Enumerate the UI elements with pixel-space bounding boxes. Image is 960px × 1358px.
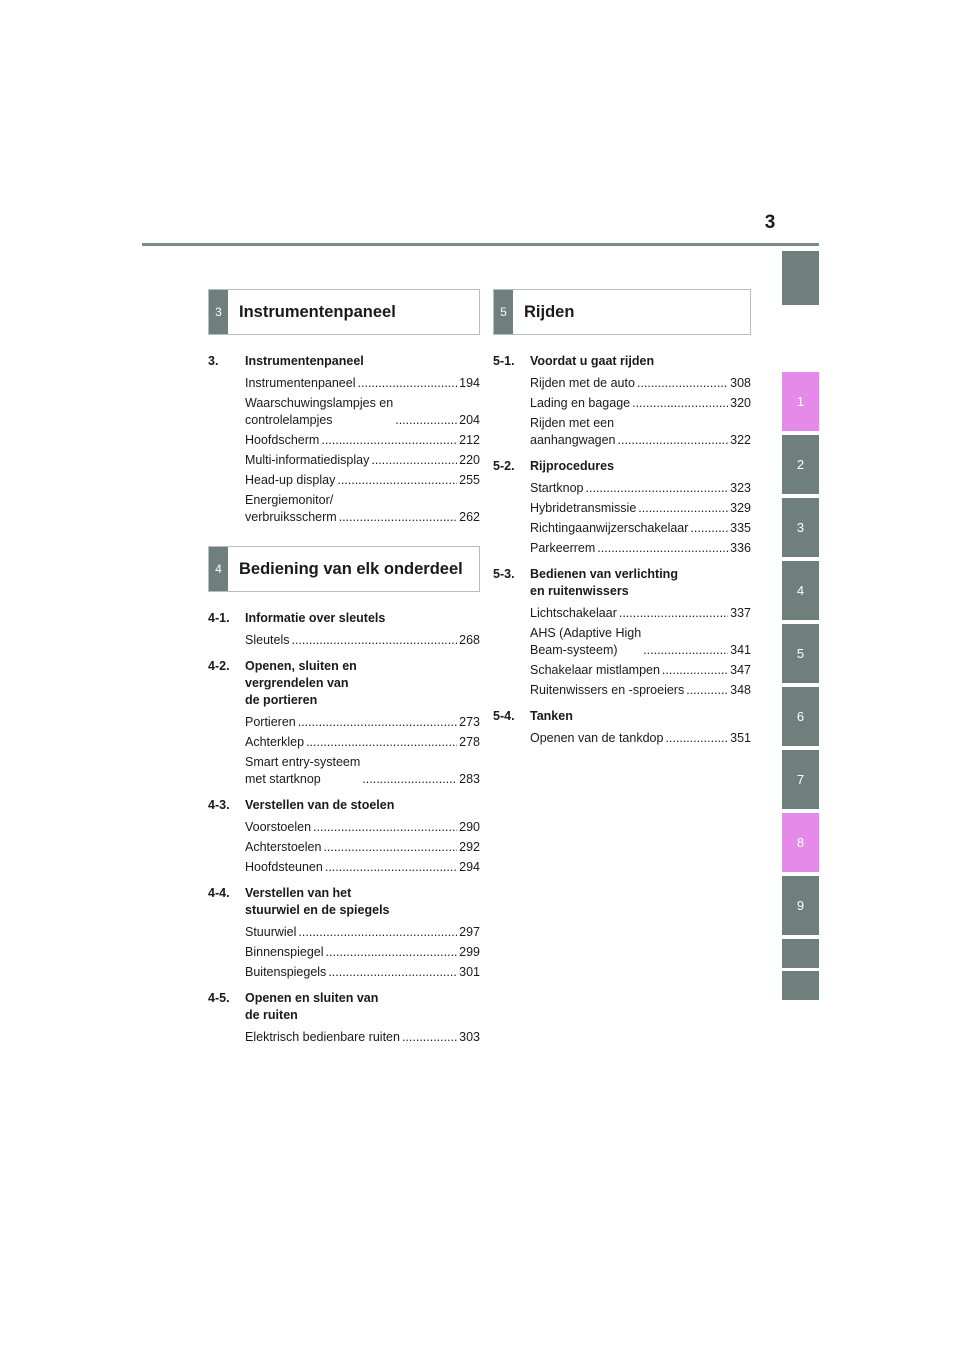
toc-leader-dots [597,540,728,557]
toc-leader-dots [362,771,457,788]
toc-entry-page: 320 [730,396,751,410]
toc-entry-page: 303 [459,1030,480,1044]
toc-leader-dots [643,642,728,659]
toc-entry-page: 335 [730,521,751,535]
left-column [208,289,480,1055]
section-number: 3 [209,290,228,334]
toc-group-number: 4-4. [208,886,230,900]
toc-entry-text: Openen van de tankdop [530,731,664,745]
toc-group-number: 3. [208,354,219,368]
toc-group-text: Verstellen van het stuurwiel en de spiegels [245,886,390,917]
toc-entry-page: 273 [459,715,480,729]
toc-leader-dots [326,944,458,961]
toc-entry-page: 329 [730,501,751,515]
toc-entry-text: Head-up display [245,473,336,487]
toc-entry[interactable] [208,944,480,961]
toc-entry-text: Sleutels [245,633,290,647]
toc-group-title[interactable] [208,797,480,814]
toc-entry[interactable] [493,375,751,392]
toc-group-text: Voordat u gaat rijden [530,354,655,368]
section-header-3 [208,289,480,335]
toc-group [493,708,751,747]
toc-entry-page: 308 [730,376,751,390]
toc-leader-dots [586,480,729,497]
toc-group-number: 4-2. [208,659,230,673]
toc-entry-page: 278 [459,735,480,749]
toc-entry-text: Startknop [530,481,584,495]
toc-entry-page: 262 [459,510,480,524]
toc-leader-dots [665,730,728,747]
toc-entry-text: Elektrisch bedienbare ruiten [245,1030,400,1044]
toc-entry-page: 268 [459,633,480,647]
toc-entry-page: 297 [459,925,480,939]
section-title: Bediening van elk onderdeel [239,559,463,578]
toc-entry[interactable] [208,964,480,981]
toc-entry[interactable] [493,415,751,449]
toc-entry-text: Voorstoelen [245,820,312,834]
toc-entry[interactable] [208,452,480,469]
section-header-4 [208,546,480,592]
toc-entry[interactable] [208,472,480,489]
toc-entry[interactable] [208,859,480,876]
toc-entry-page: 351 [730,731,751,745]
toc-group [208,353,480,526]
toc-entry[interactable] [208,375,480,392]
toc-entry-text: Hybridetransmissie [530,501,637,515]
toc-entry[interactable] [208,632,480,649]
toc-entry[interactable] [208,754,480,788]
toc-entry[interactable] [208,924,480,941]
toc-leader-dots [371,452,457,469]
toc-entry-text: Rijden met de auto [530,376,635,390]
toc-entry-page: 301 [459,965,480,979]
toc-leader-dots [618,432,729,449]
toc-group [493,566,751,699]
chapter-tab-blank-10[interactable] [782,939,819,968]
toc-entry[interactable] [208,714,480,731]
toc-entry-page: 348 [730,683,751,697]
toc-entry[interactable] [208,734,480,751]
toc-group-title[interactable] [493,566,751,600]
toc-entry-page: 323 [730,481,751,495]
toc-entry[interactable] [208,395,480,429]
toc-leader-dots [686,682,728,699]
chapter-tab-4[interactable]: 4 [782,561,819,620]
toc-leader-dots [632,395,728,412]
toc-leader-dots [619,605,728,622]
toc-entry-page: 322 [730,433,751,447]
toc-entry-text: Richtingaanwijzerschakelaar [530,521,689,535]
toc-entry-page: 341 [730,643,751,657]
chapter-tab-6[interactable]: 6 [782,687,819,746]
toc-entry-text: Stuurwiel [245,925,297,939]
toc-group [493,353,751,449]
toc-entry[interactable] [208,839,480,856]
toc-entry-text: AHS (Adaptive High Beam-systeem) [530,626,642,657]
toc-group [208,885,480,981]
toc-group [208,990,480,1046]
toc-entry[interactable] [493,605,751,622]
toc-group-text: Rijprocedures [530,459,615,473]
toc-entry-text: Hoofdsteunen [245,860,323,874]
toc-entry-page: 255 [459,473,480,487]
toc-section-3 [208,353,480,535]
toc-leader-dots [638,500,728,517]
toc-leader-dots [321,432,457,449]
header-rule [142,243,819,246]
section-title: Instrumentenpaneel [239,302,396,321]
toc-group [208,658,480,788]
toc-entry-page: 347 [730,663,751,677]
toc-entry-page: 283 [459,772,480,786]
section-number: 4 [209,547,228,591]
chapter-tab-7[interactable]: 7 [782,750,819,809]
toc-leader-dots [328,964,457,981]
toc-group-number: 4-3. [208,798,230,812]
toc-entry-page: 204 [459,413,480,427]
chapter-tab-2[interactable]: 2 [782,435,819,494]
toc-section-5 [493,353,751,756]
toc-entry-text: Buitenspiegels [245,965,327,979]
toc-entry-text: Waarschuwingslampjes en controlelampjes [245,396,394,427]
toc-entry-text: Lichtschakelaar [530,606,617,620]
chapter-tab-1[interactable]: 1 [782,372,819,431]
page-number: 3 [764,212,776,233]
toc-entry[interactable] [493,480,751,497]
toc-group-text: Informatie over sleutels [245,611,386,625]
toc-entry-text: Lading en bagage [530,396,631,410]
toc-group-number: 5-2. [493,459,515,473]
toc-entry[interactable] [493,625,751,659]
toc-entry-page: 292 [459,840,480,854]
toc-leader-dots [337,472,457,489]
toc-group-text: Verstellen van de stoelen [245,798,395,812]
toc-entry[interactable] [208,1029,480,1046]
toc-entry[interactable] [493,395,751,412]
chapter-tab-blank-0[interactable] [782,251,819,305]
toc-entry-page: 220 [459,453,480,467]
toc-section-4 [208,610,480,1055]
toc-entry-page: 290 [459,820,480,834]
toc-group-number: 5-1. [493,354,515,368]
toc-group-title[interactable] [208,658,480,709]
toc-group-title[interactable] [493,458,751,475]
toc-entry[interactable] [208,432,480,449]
toc-entry-text: Rijden met een aanhangwagen [530,416,616,447]
toc-group [493,458,751,557]
toc-leader-dots [313,819,457,836]
toc-entry-page: 337 [730,606,751,620]
toc-leader-dots [662,662,728,679]
toc-entry[interactable] [208,492,480,526]
toc-group-title[interactable] [493,353,751,370]
toc-entry[interactable] [493,520,751,537]
toc-leader-dots [690,520,728,537]
toc-group-number: 4-1. [208,611,230,625]
section-number: 5 [494,290,513,334]
toc-group-number: 5-4. [493,709,515,723]
toc-entry-text: Achterstoelen [245,840,322,854]
toc-entry-text: Instrumentenpaneel [245,376,356,390]
toc-entry-text: Achterklep [245,735,305,749]
toc-entry-page: 212 [459,433,480,447]
toc-group-title[interactable] [208,990,480,1024]
chapter-tab-9[interactable]: 9 [782,876,819,935]
toc-group-number: 4-5. [208,991,230,1005]
toc-entry[interactable] [208,819,480,836]
toc-group-text: Bedienen van verlichting en ruitenwissers [530,567,678,598]
toc-entry[interactable] [493,662,751,679]
toc-entry-text: Smart entry-systeem met startknop [245,755,361,786]
toc-entry-text: Schakelaar mistlampen [530,663,660,677]
chapter-tab-8[interactable]: 8 [782,813,819,872]
chapter-tab-blank-11[interactable] [782,971,819,1000]
toc-group-text: Tanken [530,709,573,723]
toc-entry-text: Hoofdscherm [245,433,320,447]
toc-leader-dots [306,734,457,751]
toc-leader-dots [298,714,457,731]
toc-group-number: 5-3. [493,567,515,581]
toc-group-text: Openen, sluiten en vergrendelen van de portieren [245,659,357,707]
toc-leader-dots [339,509,457,526]
toc-entry[interactable] [493,540,751,557]
toc-entry-text: Portieren [245,715,296,729]
toc-group-text: Instrumentenpaneel [245,354,364,368]
toc-entry[interactable] [493,682,751,699]
toc-leader-dots [291,632,457,649]
toc-group-text: Openen en sluiten van de ruiten [245,991,379,1022]
toc-entry-text: Parkeerrem [530,541,596,555]
toc-entry[interactable] [493,500,751,517]
toc-leader-dots [325,859,457,876]
chapter-tab-5[interactable]: 5 [782,624,819,683]
toc-entry-text: Ruitenwissers en -sproeiers [530,683,685,697]
toc-leader-dots [402,1029,457,1046]
toc-group [208,610,480,649]
toc-entry-page: 294 [459,860,480,874]
toc-entry[interactable] [493,730,751,747]
section-title: Rijden [524,302,575,321]
toc-leader-dots [358,375,458,392]
toc-entry-page: 299 [459,945,480,959]
toc-leader-dots [395,412,457,429]
section-header-5 [493,289,751,335]
toc-entry-text: Multi-informatiedisplay [245,453,370,467]
toc-leader-dots [323,839,457,856]
toc-group-title[interactable] [208,610,480,627]
toc-group-title[interactable] [493,708,751,725]
right-column [493,289,751,756]
toc-entry-text: Binnenspiegel [245,945,324,959]
toc-entry-text: Energiemonitor/ verbruiksscherm [245,493,337,524]
toc-group [208,797,480,876]
chapter-tab-3[interactable]: 3 [782,498,819,557]
toc-group-title[interactable] [208,885,480,919]
toc-leader-dots [637,375,728,392]
toc-entry-page: 194 [459,376,480,390]
toc-entry-page: 336 [730,541,751,555]
toc-group-title[interactable] [208,353,480,370]
toc-leader-dots [298,924,457,941]
